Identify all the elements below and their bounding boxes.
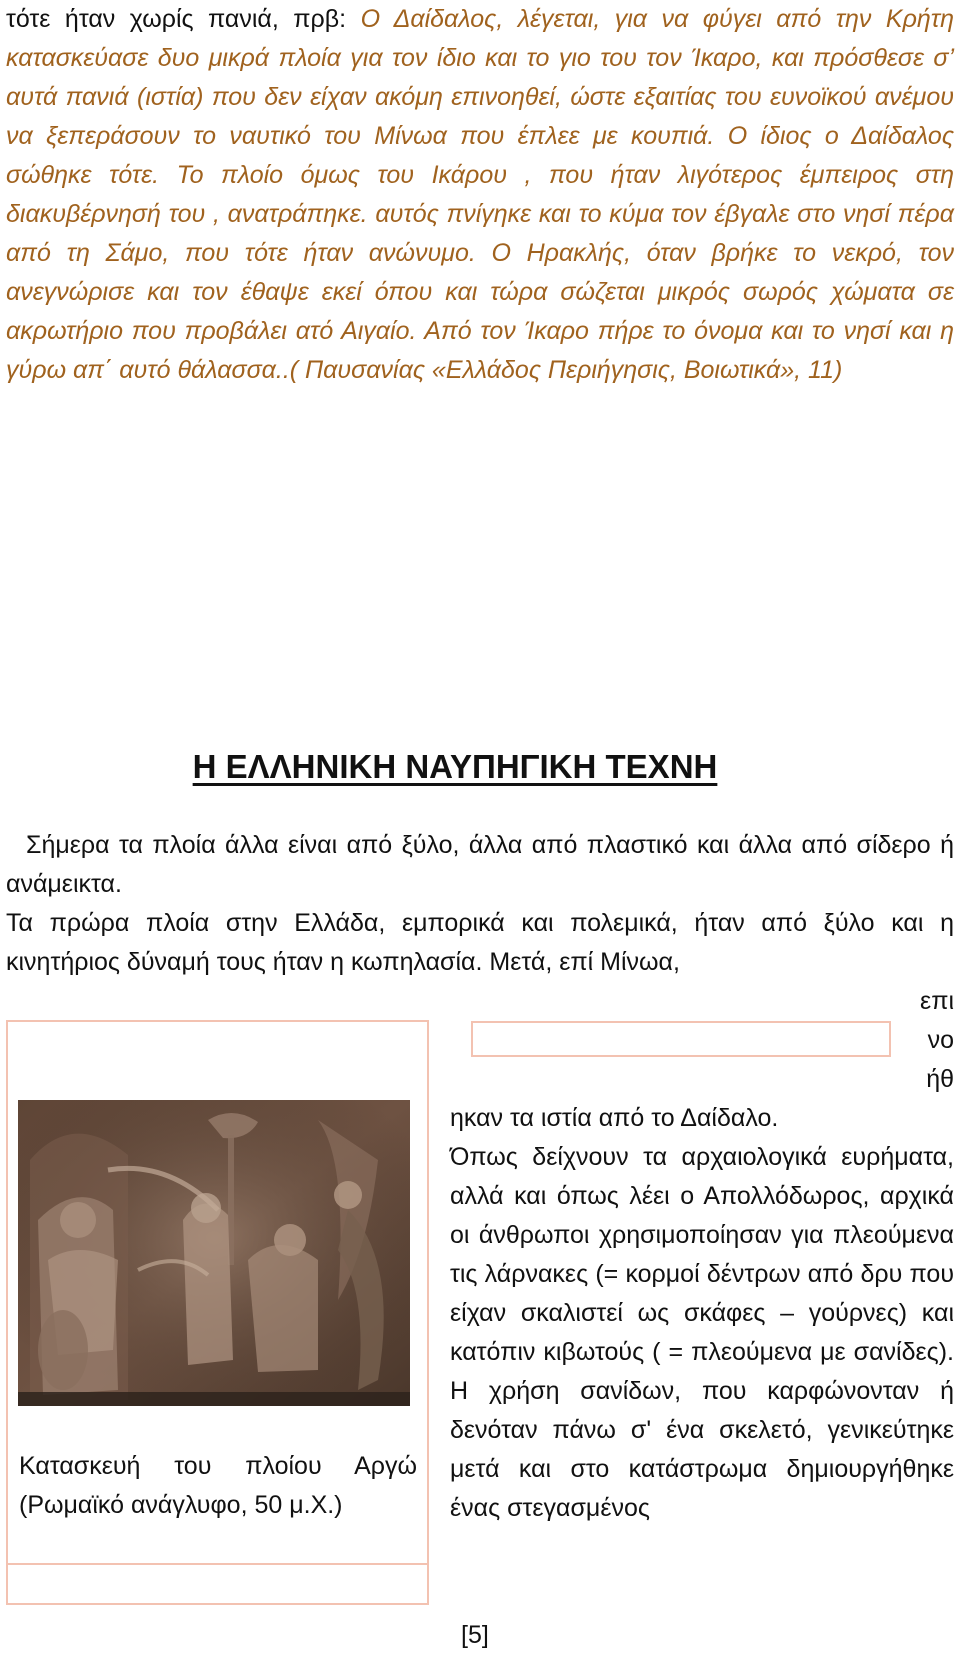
section-heading: Η ΕΛΛΗΝΙΚΗ ΝΑΥΠΗΓΙΚΗ ΤΕΧΝΗ (192, 748, 718, 785)
wrapped-fragment-1: επι (920, 987, 954, 1015)
figure-caption: Κατασκευή του πλοίου Αργώ (Ρωμαϊκό ανάγλυφο, 50 μ.Χ.) (19, 1452, 417, 1519)
empty-text-box (471, 1021, 891, 1057)
right-column-body: Όπως δείχνουν τα αρχαιολογικά ευρήματα, αλλά και όπως λέει ο Απολλόδωρος, αρχικά οι άνθρωποι χρησιμοποίησαν για πλεούμενα τις λάρνακες (= κορμοί δέντρων από δρυ που είχαν σκαλιστεί ως σκάφες – γούρνες) και κατόπιν κιβωτούς ( = πλεούμενα με σανίδες). Η χρήση σανίδων, που καρφώνονταν ή δενόταν πάνω σ' ένα σκελετό, γενικεύτηκε μετά και στο κατάστρωμα δημιουργήθηκε ένας στεγασμένος (450, 1143, 954, 1522)
pausanias-quote: Ο Δαίδαλος, λέγεται, για να φύγει από την Κρήτη κατασκεύασε δυο μικρά πλοία για τον ίδιο και το γιο του τον Ίκαρο, και πρόσθεσε σ’ αυτά πανιά (ιστία) που δεν είχαν ακόμη επινοηθεί, ώστε εξαιτίας του ευνοϊκού ανέμου να ξεπεράσουν το ναυτικό του Μίνωα που έπλεε με κουπιά. Ο ίδιος ο Δαίδαλος σώθηκε τότε. Το πλοίο όμως του Ικάρου , που ήταν λιγότερος έμπειρος στη διακυβέρνησή του , ανατράπηκε. αυτός πνίγηκε και το κύμα τον έβγαλε στο νησί πέρα από τη Σάμο, που τότε ήταν ανώνυμο. Ο Ηρακλής, όταν βρήκε το νεκρό, τον ανεγνώρισε και τον έθαψε εκεί όπου και τώρα σώζεται μικρός σωρός χώματα σε ακρωτήριο που προβάλει ατό Αιγαίο. Από τον Ίκαρο πήρε το όνομα και το νησί και η γύρω απ΄ αυτό θάλασσα..( Παυσανίας «Ελλάδος Περιήγησις, Βοιωτικά», 11) (6, 5, 954, 384)
right-column-text (450, 1099, 954, 1528)
page-number: [5] (461, 1621, 489, 1649)
argo-relief-image (18, 1100, 410, 1406)
intro-lead-text: τότε ήταν χωρίς πανιά, πρβ: (6, 5, 361, 33)
wrapped-fragment-3: ήθ (926, 1065, 954, 1093)
wrapped-fragment-2: νο (927, 1026, 954, 1054)
paragraph-materials: Σήμερα τα πλοία άλλα είναι από ξύλο, άλλα από πλαστικό και άλλα από σίδερο ή ανάμεικτα. (6, 831, 954, 898)
right-column-lead: ηκαν τα ιστία από το Δαίδαλο. (450, 1104, 779, 1132)
intro-paragraph (6, 0, 954, 390)
paragraph-early-ships: Τα πρώρα πλοία στην Ελλάδα, εμπορικά και πολεμικά, ήταν από ξύλο και η κινητήριος δύναμή τους ήταν η κωπηλασία. Μετά, επί Μίνωα, (6, 909, 954, 976)
figure-divider (6, 1563, 429, 1565)
